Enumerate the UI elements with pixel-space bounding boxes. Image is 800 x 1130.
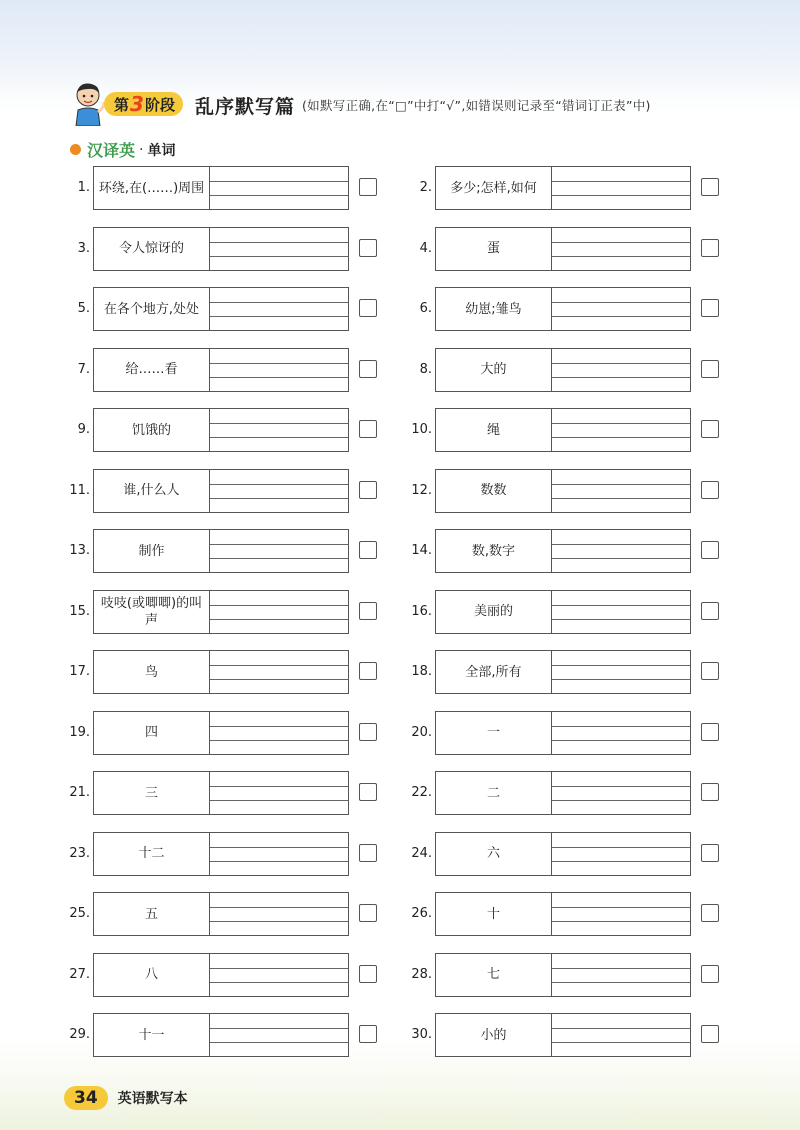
chinese-prompt: 四 xyxy=(93,711,209,755)
check-box[interactable] xyxy=(701,662,719,680)
dictation-item xyxy=(404,348,704,394)
item-number: 26. xyxy=(411,906,432,921)
dictation-item xyxy=(62,953,362,999)
dictation-item xyxy=(62,348,362,394)
check-box[interactable] xyxy=(701,602,719,620)
item-number: 17. xyxy=(69,664,90,679)
item-number: 16. xyxy=(411,603,432,619)
answer-writing-lines[interactable] xyxy=(551,348,691,392)
check-box[interactable] xyxy=(701,904,719,922)
check-box[interactable] xyxy=(359,541,377,559)
answer-writing-lines[interactable] xyxy=(551,590,691,634)
dictation-item xyxy=(404,529,704,575)
dictation-item xyxy=(404,590,704,636)
chinese-prompt: 数数 xyxy=(435,469,551,513)
chinese-prompt: 六 xyxy=(435,832,551,876)
chinese-prompt: 吱吱(或唧唧)的叫声 xyxy=(93,590,209,634)
check-box[interactable] xyxy=(701,844,719,862)
section-title: 乱序默写篇 xyxy=(195,96,296,118)
answer-writing-lines[interactable] xyxy=(209,1013,349,1057)
dictation-item xyxy=(404,892,704,938)
item-number: 29. xyxy=(69,1027,90,1042)
stage-suffix: 阶段 xyxy=(144,95,175,114)
bullet-dot-icon xyxy=(70,144,81,155)
item-number: 23. xyxy=(69,845,90,861)
dictation-item xyxy=(404,832,704,878)
dictation-item xyxy=(404,469,704,515)
item-number: 12. xyxy=(411,482,432,498)
check-box[interactable] xyxy=(359,481,377,499)
item-number: 13. xyxy=(69,543,90,558)
dictation-item xyxy=(62,771,362,817)
item-number: 10. xyxy=(411,422,432,437)
check-box[interactable] xyxy=(359,965,377,983)
chinese-prompt: 蛋 xyxy=(435,227,551,271)
dictation-item xyxy=(62,892,362,938)
item-number: 15. xyxy=(69,603,90,619)
subheader-sub: 单词 xyxy=(147,142,176,159)
chinese-prompt: 幼崽;雏鸟 xyxy=(435,287,551,331)
answer-writing-lines[interactable] xyxy=(551,650,691,694)
answer-writing-lines[interactable] xyxy=(551,227,691,271)
answer-writing-lines[interactable] xyxy=(551,832,691,876)
chinese-prompt: 鸟 xyxy=(93,650,209,694)
check-box[interactable] xyxy=(359,1025,377,1043)
item-number: 20. xyxy=(411,724,432,740)
chinese-prompt: 八 xyxy=(93,953,209,997)
chinese-prompt: 三 xyxy=(93,771,209,815)
boy-mascot-icon xyxy=(68,80,108,126)
chinese-prompt: 七 xyxy=(435,953,551,997)
chinese-prompt: 饥饿的 xyxy=(93,408,209,452)
item-number: 14. xyxy=(411,543,432,558)
dictation-item xyxy=(404,771,704,817)
dictation-item xyxy=(62,711,362,757)
item-number: 7. xyxy=(77,361,90,377)
answer-writing-lines[interactable] xyxy=(209,227,349,271)
answer-writing-lines[interactable] xyxy=(209,287,349,331)
check-box[interactable] xyxy=(359,360,377,378)
instruction-text: (如默写正确,在“□”中打“√”,如错误则记录至“错词订正表”中) xyxy=(302,98,651,113)
check-box[interactable] xyxy=(359,299,377,317)
item-number: 21. xyxy=(69,785,90,800)
answer-writing-lines[interactable] xyxy=(209,832,349,876)
dictation-item xyxy=(62,529,362,575)
check-box[interactable] xyxy=(701,541,719,559)
dictation-item xyxy=(62,832,362,878)
answer-writing-lines[interactable] xyxy=(209,650,349,694)
page-number: 34 xyxy=(64,1086,108,1110)
answer-writing-lines[interactable] xyxy=(209,529,349,573)
item-number: 25. xyxy=(69,906,90,921)
stage-badge xyxy=(104,92,183,116)
item-number: 11. xyxy=(69,482,90,498)
check-box[interactable] xyxy=(701,239,719,257)
answer-writing-lines[interactable] xyxy=(209,348,349,392)
item-number: 28. xyxy=(411,966,432,982)
item-number: 6. xyxy=(419,301,432,316)
dictation-item xyxy=(62,469,362,515)
chinese-prompt: 小的 xyxy=(435,1013,551,1057)
answer-writing-lines[interactable] xyxy=(551,529,691,573)
chinese-prompt: 在各个地方,处处 xyxy=(93,287,209,331)
subheader-main: 汉译英 xyxy=(87,141,136,160)
chinese-prompt: 多少;怎样,如何 xyxy=(435,166,551,210)
dictation-item xyxy=(62,287,362,333)
chinese-prompt: 五 xyxy=(93,892,209,936)
answer-writing-lines[interactable] xyxy=(209,953,349,997)
item-number: 1. xyxy=(77,180,90,195)
check-box[interactable] xyxy=(359,420,377,438)
dictation-item xyxy=(404,711,704,757)
item-number: 9. xyxy=(77,422,90,437)
check-box[interactable] xyxy=(359,723,377,741)
answer-writing-lines[interactable] xyxy=(209,408,349,452)
chinese-prompt: 数,数字 xyxy=(435,529,551,573)
check-box[interactable] xyxy=(701,783,719,801)
dictation-item xyxy=(62,227,362,273)
check-box[interactable] xyxy=(701,178,719,196)
check-box[interactable] xyxy=(701,420,719,438)
item-number: 2. xyxy=(419,180,432,195)
item-number: 4. xyxy=(419,240,432,256)
answer-writing-lines[interactable] xyxy=(209,590,349,634)
answer-writing-lines[interactable] xyxy=(551,408,691,452)
check-box[interactable] xyxy=(701,299,719,317)
dictation-item xyxy=(62,590,362,636)
chinese-prompt: 一 xyxy=(435,711,551,755)
check-box[interactable] xyxy=(701,481,719,499)
stage-number: 3 xyxy=(130,92,144,116)
check-box[interactable] xyxy=(359,844,377,862)
item-number: 24. xyxy=(411,845,432,861)
dictation-item xyxy=(404,953,704,999)
chinese-prompt: 大的 xyxy=(435,348,551,392)
dictation-item xyxy=(62,408,362,454)
check-box[interactable] xyxy=(359,178,377,196)
check-box[interactable] xyxy=(359,239,377,257)
answer-writing-lines[interactable] xyxy=(209,771,349,815)
dictation-item xyxy=(404,1013,704,1059)
dictation-item xyxy=(404,287,704,333)
chinese-prompt: 十二 xyxy=(93,832,209,876)
check-box[interactable] xyxy=(701,965,719,983)
chinese-prompt: 谁,什么人 xyxy=(93,469,209,513)
check-box[interactable] xyxy=(359,662,377,680)
item-number: 30. xyxy=(411,1027,432,1042)
answer-writing-lines[interactable] xyxy=(209,166,349,210)
item-number: 5. xyxy=(77,301,90,316)
check-box[interactable] xyxy=(701,1025,719,1043)
answer-writing-lines[interactable] xyxy=(551,711,691,755)
answer-writing-lines[interactable] xyxy=(209,711,349,755)
item-number: 27. xyxy=(69,966,90,982)
chinese-prompt: 全部,所有 xyxy=(435,650,551,694)
check-box[interactable] xyxy=(359,904,377,922)
item-number: 3. xyxy=(77,240,90,256)
book-title: 英语默写本 xyxy=(117,1091,188,1107)
dictation-item xyxy=(404,166,704,212)
dictation-item xyxy=(62,1013,362,1059)
item-number: 18. xyxy=(411,664,432,679)
chinese-prompt: 给……看 xyxy=(93,348,209,392)
subheader xyxy=(70,138,175,161)
answer-writing-lines[interactable] xyxy=(551,771,691,815)
chinese-prompt: 美丽的 xyxy=(435,590,551,634)
chinese-prompt: 二 xyxy=(435,771,551,815)
dictation-item xyxy=(404,227,704,273)
chinese-prompt: 制作 xyxy=(93,529,209,573)
item-number: 22. xyxy=(411,785,432,800)
chinese-prompt: 环绕,在(……)周围 xyxy=(93,166,209,210)
answer-writing-lines[interactable] xyxy=(209,892,349,936)
page-header xyxy=(62,78,782,128)
chinese-prompt: 绳 xyxy=(435,408,551,452)
answer-writing-lines[interactable] xyxy=(551,953,691,997)
dictation-item xyxy=(404,650,704,696)
answer-writing-lines[interactable] xyxy=(209,469,349,513)
check-box[interactable] xyxy=(701,360,719,378)
answer-writing-lines[interactable] xyxy=(551,469,691,513)
answer-writing-lines[interactable] xyxy=(551,287,691,331)
dictation-item xyxy=(62,650,362,696)
check-box[interactable] xyxy=(359,783,377,801)
check-box[interactable] xyxy=(359,602,377,620)
answer-writing-lines[interactable] xyxy=(551,1013,691,1057)
chinese-prompt: 令人惊讶的 xyxy=(93,227,209,271)
check-box[interactable] xyxy=(701,723,719,741)
dictation-item xyxy=(62,166,362,212)
item-number: 8. xyxy=(419,361,432,377)
dictation-item xyxy=(404,408,704,454)
chinese-prompt: 十一 xyxy=(93,1013,209,1057)
answer-writing-lines[interactable] xyxy=(551,166,691,210)
answer-writing-lines[interactable] xyxy=(551,892,691,936)
item-number: 19. xyxy=(69,724,90,740)
chinese-prompt: 十 xyxy=(435,892,551,936)
page-footer xyxy=(64,1086,188,1110)
subheader-separator: · xyxy=(139,141,144,158)
stage-prefix: 第 xyxy=(114,95,130,114)
